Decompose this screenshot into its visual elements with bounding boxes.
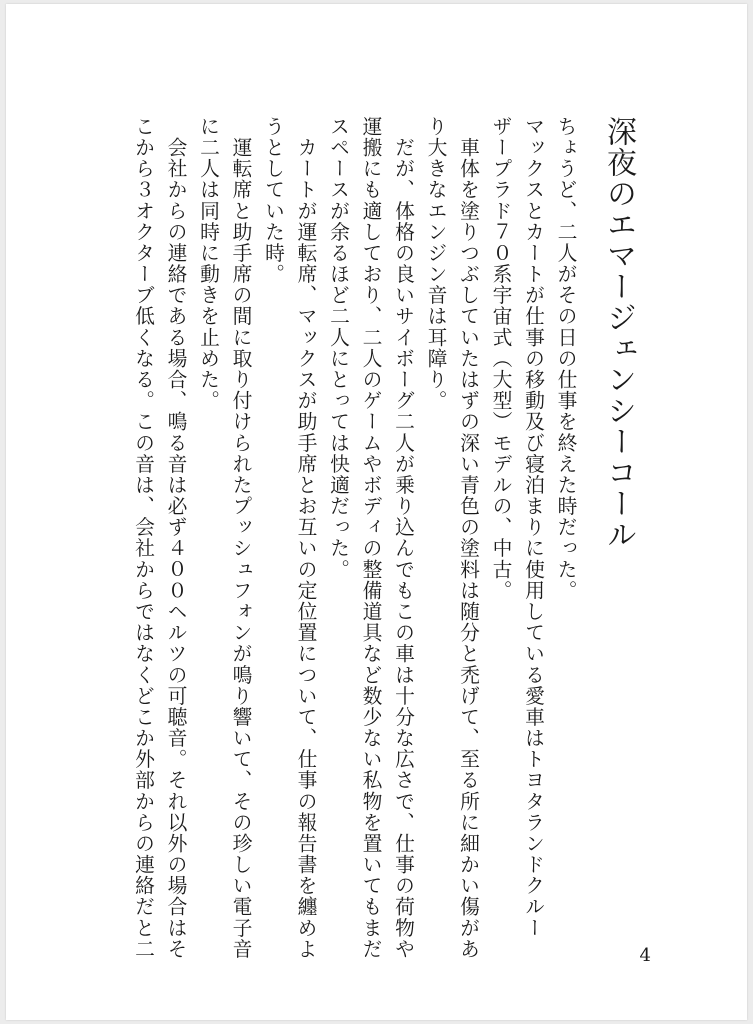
text-line: ザープラド７０系宇宙式（大型）モデルの、中古。 [489,116,512,602]
text-line: だが、体格の良いサイボーグ二人が乗り込んでもこの車は十分な広さで、仕事の荷物や [391,116,415,960]
text-line: に二人は同時に動きを止めた。 [196,116,220,412]
text-line: り大きなエンジン音は耳障り。 [424,116,447,412]
text-line: ちょうど、二人がその日の仕事を終えた時だった。 [554,116,577,602]
text-line: うとしていた時。 [261,116,285,285]
document-page [6,4,747,1020]
text-line: 運搬にも適しており、二人のゲームやボディの整備道具など数少ない私物を置いてもまだ [359,116,382,960]
page-number: 4 [639,945,651,966]
text-line: カートが運転席、マックスが助手席とお互いの定位置について、仕事の報告書を纏めよ [294,116,317,960]
vertical-text-block [126,116,655,960]
body-text [126,116,581,960]
text-line: 会社からの連絡である場合、鳴る音は必ず４００ヘルツの可聴音。それ以外の場合はそ [164,116,187,960]
text-line: 運転席と助手席の間に取り付けられたプッシュフォンが鳴り響いて、その珍しい電子音 [229,116,252,960]
text-line: スペースが余るほど二人にとっては快適だった。 [326,116,350,580]
text-line: こから３オクターブ低くなる。この音は、会社からではなくどこか外部からの連絡だと二 [131,116,155,960]
text-line: 車体を塗りつぶしていたはずの深い青色の塗料は随分と禿げて、至る所に細かい傷があ [456,116,480,960]
chapter-title: 深夜のエマージェンシーコール [601,116,636,550]
text-line: マックスとカートが仕事の移動及び寝泊まりに使用している愛車はトヨタランドクルー [521,116,545,939]
